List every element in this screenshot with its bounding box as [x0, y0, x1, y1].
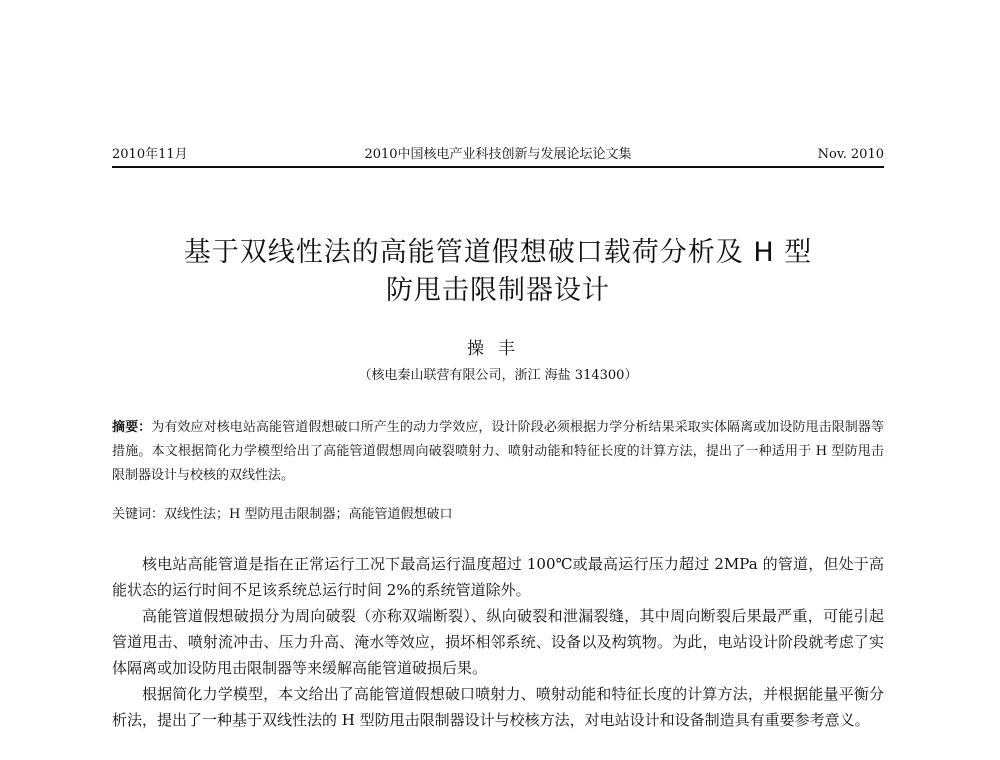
title-line-2: 防甩击限制器设计	[386, 275, 610, 306]
header-date-english: Nov. 2010	[817, 147, 884, 162]
body-paragraph: 核电站高能管道是指在正常运行工况下最高运行温度超过 100℃或最高运行压力超过 2MPa 的管道，但处于高能状态的运行时间不足该系统总运行时间 2%的系统管道除外。	[112, 555, 884, 599]
paper-title	[112, 234, 884, 310]
running-header	[112, 146, 884, 164]
keywords-text: 双线性法；H 型防甩击限制器；高能管道假想破口	[164, 507, 453, 522]
body-paragraph: 根据简化力学模型，本文给出了高能管道假想破口喷射力、喷射动能和特征长度的计算方法，并根据能量平衡分析法，提出了一种基于双线性法的 H 型防甩击限制器设计与校核方法，对电站设计和设备制造具有重要参考意义。	[112, 685, 884, 729]
author-name: 操丰	[467, 339, 529, 359]
abstract-text: 为有效应对核电站高能管道假想破口所产生的动力学效应，设计阶段必须根据力学分析结果采取实体隔离或加设防甩击限制器等措施。本文根据简化力学模型给出了高能管道假想周向破裂喷射力、喷射动能和特征长度的计算方法，提出了一种适用于 H 型防甩击限制器设计与校核的双线性法。	[112, 420, 884, 483]
keywords	[112, 505, 884, 525]
abstract-label: 摘要：	[112, 420, 152, 435]
body-paragraph: 高能管道假想破损分为周向破裂（亦称双端断裂）、纵向破裂和泄漏裂缝，其中周向断裂后果最严重，可能引起管道甩击、喷射流冲击、压力升高、淹水等效应，损坏相邻系统、设备以及构筑物。为此，电站设计阶段就考虑了实体隔离或加设防甩击限制器等来缓解高能管道破损后果。	[112, 607, 884, 677]
header-date: 2010年11月	[112, 147, 188, 162]
author-affiliation: （核电秦山联营有限公司，浙江 海盐 314300）	[358, 368, 638, 383]
title-line-1: 基于双线性法的高能管道假想破口载荷分析及 H 型	[183, 237, 813, 268]
header-journal-name: 2010中国核电产业科技创新与发展论坛论文集	[364, 147, 632, 162]
keywords-label: 关键词：	[112, 507, 165, 522]
body-text	[112, 551, 884, 733]
header-rule	[112, 166, 884, 168]
abstract	[112, 416, 884, 488]
